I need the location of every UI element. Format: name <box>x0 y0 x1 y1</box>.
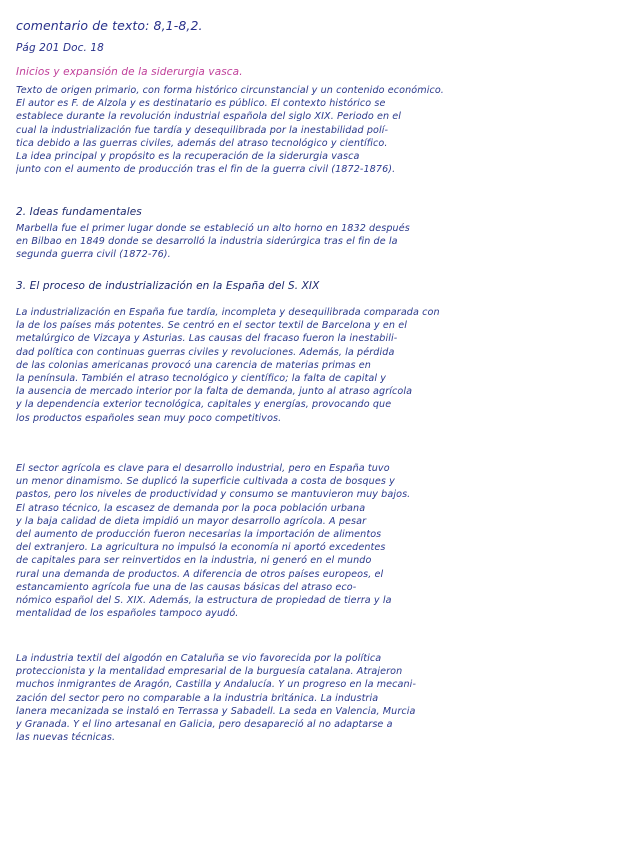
text-line: muchos inmigrantes de Aragón, Castilla y Andalucía. Y un progreso en la mecani- <box>16 679 417 691</box>
text-line: El autor es F. de Alzola y es destinatario es público. El contexto histórico se <box>16 98 386 110</box>
text-line: proteccionista y la mentalidad empresarial de la burguesía catalana. Atrajeron <box>16 666 403 678</box>
text-line: la de los países más potentes. Se centró en el sector textil de Barcelona y en el <box>16 320 407 332</box>
text-line: metalúrgico de Vizcaya y Asturias. Las causas del fracaso fueron la inestabili- <box>16 333 398 345</box>
text-line: la ausencia de mercado interior por la falta de demanda, junto al atraso agrícola <box>16 386 413 398</box>
document-title: comentario de texto: 8,1-8,2. <box>16 18 203 33</box>
document-reference: Pág 201 Doc. 18 <box>16 42 104 54</box>
text-line: mentalidad de los españoles tampoco ayudó. <box>16 608 239 620</box>
text-line: La industria textil del algodón en Cataluña se vio favorecida por la política <box>16 653 382 664</box>
text-line: tica debido a las guerras civiles, además del atraso tecnológico y científico. <box>16 137 388 149</box>
paragraph-1 <box>16 84 608 176</box>
text-line: la península. También el atraso tecnológico y científico; la falta de capital y <box>16 373 387 385</box>
text-line: cual la industrialización fue tardía y desequilibrada por la inestabilidad polí- <box>16 124 389 136</box>
text-line: en Bilbao en 1849 donde se desarrolló la industria siderúrgica tras el fin de la <box>16 236 398 248</box>
text-line: nómico español del S. XIX. Además, la estructura de propiedad de tierra y la <box>16 595 392 607</box>
text-line: establece durante la revolución industrial española del siglo XIX. Periodo en el <box>16 111 402 123</box>
text-line: pastos, pero los niveles de productividad y consumo se mantuvieron muy bajos. <box>16 489 411 501</box>
text-line: El atraso técnico, la escasez de demanda por la poca población urbana <box>16 502 366 514</box>
text-line: las nuevas técnicas. <box>16 732 116 744</box>
text-line: zación del sector pero no comparable a la industria británica. La industria <box>16 692 379 704</box>
text-line: junto con el aumento de producción tras el fin de la guerra civil (1872-1876). <box>16 164 396 176</box>
text-line: y Granada. Y el lino artesanal en Galicia, pero desapareció al no adaptarse a <box>16 719 393 731</box>
text-line: de las colonias americanas provocó una carencia de materias primas en <box>16 359 371 371</box>
text-line: rural una demanda de productos. A diferencia de otros países europeos, el <box>16 568 384 580</box>
text-line: segunda guerra civil (1872-76). <box>16 249 171 261</box>
text-line: y la baja calidad de dieta impidió un mayor desarrollo agrícola. A pesar <box>16 515 367 527</box>
text-line: Texto de origen primario, con forma histórico circunstancial y un contenido económico. <box>16 85 444 96</box>
paragraph-3 <box>16 306 608 425</box>
heading-ideas-fundamentales: 2. Ideas fundamentales <box>16 206 142 218</box>
text-line: y la dependencia exterior tecnológica, capitales y energías, provocando que <box>16 399 392 411</box>
text-line: lanera mecanizada se instaló en Terrassa y Sabadell. La seda en Valencia, Murcia <box>16 705 416 717</box>
text-line: La idea principal y propósito es la recuperación de la siderurgia vasca <box>16 151 360 163</box>
text-line: un menor dinamismo. Se duplicó la superficie cultivada a costa de bosques y <box>16 476 395 488</box>
text-line: del aumento de producción fueron necesarias la importación de alimentos <box>16 529 382 541</box>
text-line: los productos españoles sean muy poco competitivos. <box>16 412 282 424</box>
heading-proceso-industrializacion: 3. El proceso de industrialización en la España del S. XIX <box>16 280 320 292</box>
paragraph-5 <box>16 652 608 744</box>
text-line: Marbella fue el primer lugar donde se estableció un alto horno en 1832 después <box>16 223 410 234</box>
text-line: El sector agrícola es clave para el desarrollo industrial, pero en España tuvo <box>16 463 390 474</box>
text-line: estancamiento agrícola fue una de las causas básicas del atraso eco- <box>16 581 357 593</box>
text-line: de capitales para ser reinvertidos en la industria, ni generó en el mundo <box>16 555 372 567</box>
text-line: dad política con continuas guerras civiles y revoluciones. Además, la pérdida <box>16 346 395 358</box>
text-line: del extranjero. La agricultura no impulsó la economía ni aportó excedentes <box>16 542 386 554</box>
document-subtitle: Inicios y expansión de la siderurgia vasca. <box>16 66 243 78</box>
paragraph-2 <box>16 222 608 262</box>
paragraph-4 <box>16 462 608 620</box>
text-line: La industrialización en España fue tardía, incompleta y desequilibrada comparada con <box>16 307 440 318</box>
